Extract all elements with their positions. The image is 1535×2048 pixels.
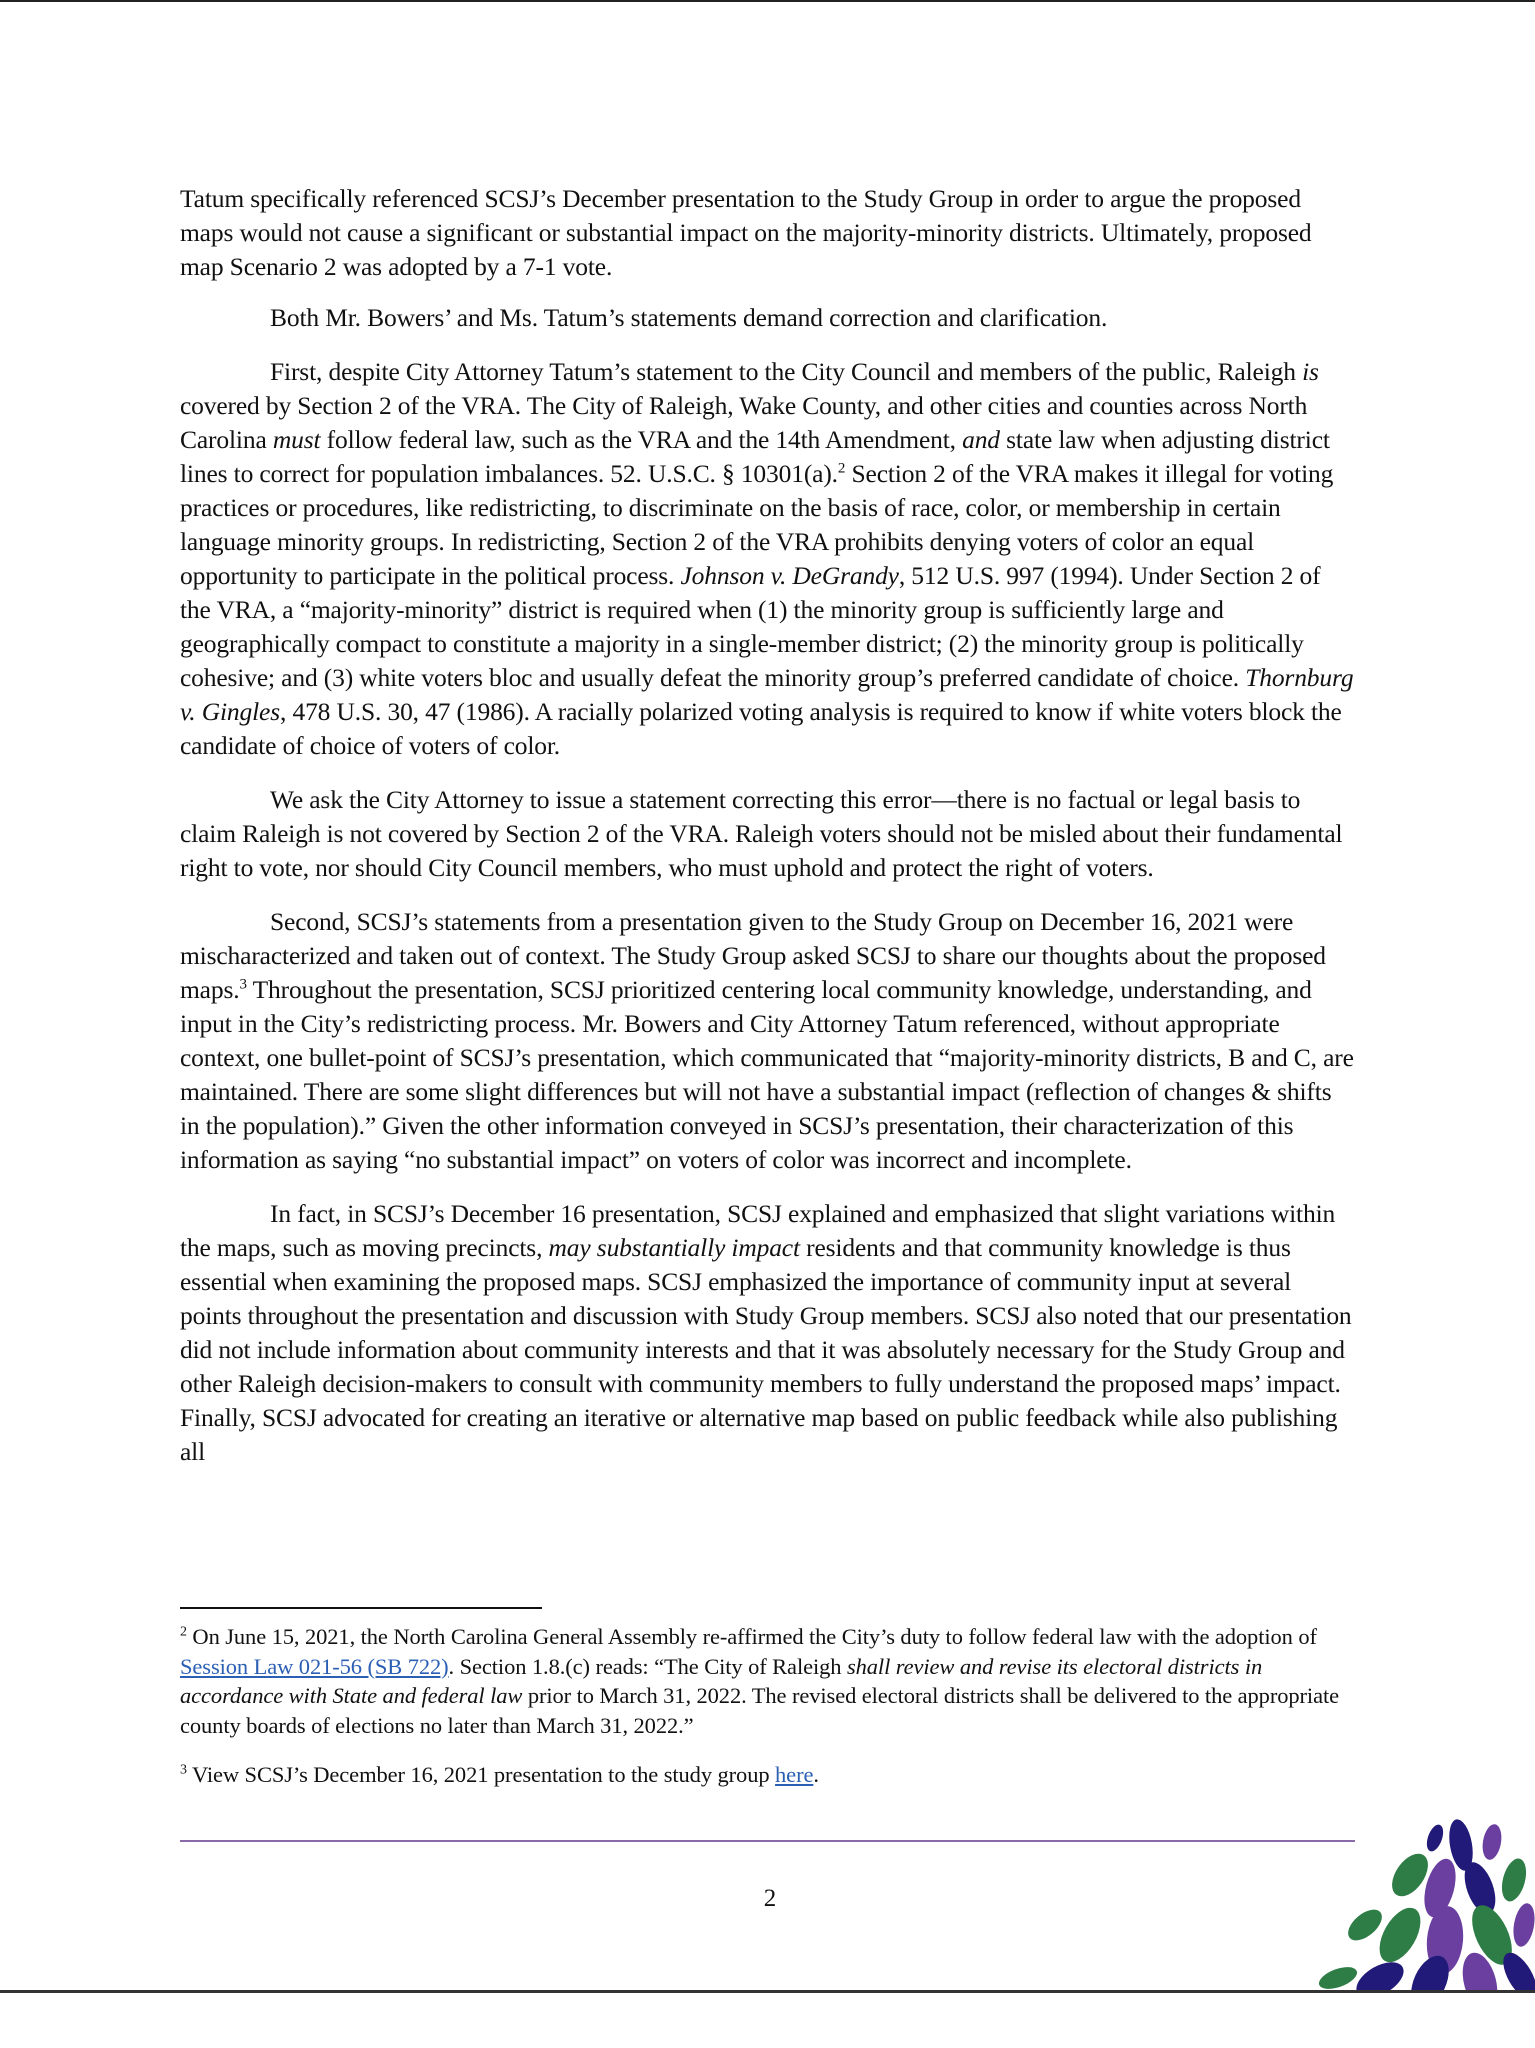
leaf-cluster-logo: [1280, 1800, 1535, 1990]
top-edge-line: [0, 0, 1535, 2]
paragraph-3: First, despite City Attorney Tatum’s statement to the City Council and members of the public, Raleigh is covered by Section 2 of the VRA. The City of Raleigh, Wake County, and other cities and counties across North Carolina must follow federal law, such as the VRA and the 14th Amendment, and state law when adjusting district lines to correct for population imbalances. 52. U.S.C. § 10301(a).$^2$ Section 2 of the VRA makes it illegal for voting practices or procedures, like redistricting, to discriminate on the basis of race, color, or membership in certain language minority groups. In redistricting, Section 2 of the VRA prohibits denying voters of color an equal opportunity to participate in the political process. Johnson v. DeGrandy, 512 U.S. 997 (1994). Under Section 2 of the VRA, a “majority-minority” district is required when (1) the minority group is sufficiently large and geographically compact to constitute a majority in a single-member district; (2) the minority group is politically cohesive; and (3) white voters bloc and usually defeat the minority group’s preferred candidate of choice. Thornburg v. Gingles, 478 U.S. 30, 47 (1986). A racially polarized voting analysis is required to know if white voters block the candidate of choice of voters of color.: [180, 357, 1354, 760]
paragraph-6: In fact, in SCSJ’s December 16 presentation, SCSJ explained and emphasized that slight variations within the maps, such as moving precincts, may substantially impact residents and that community knowledge is thus essential when examining the proposed maps. SCSJ emphasized the importance of community input at several points throughout the presentation and discussion with Study Group members. SCSJ also noted that our presentation did not include information about community interests and that it was absolutely necessary for the Study Group and other Raleigh decision-makers to consult with community members to fully understand the proposed maps’ impact. Finally, SCSJ advocated for creating an iterative or alternative map based on public feedback while also publishing all: [180, 1199, 1352, 1466]
paragraph-2: Both Mr. Bowers’ and Ms. Tatum’s statements demand correction and clarification.: [270, 303, 1108, 332]
page-number: 2: [763, 1885, 777, 1912]
bottom-edge-line: [0, 1990, 1535, 1993]
footnote-3: $^3$ View SCSJ’s December 16, 2021 presentation to the study group here.: [180, 1762, 819, 1787]
session-law-link[interactable]: Session Law 021-56 (SB 722): [180, 1653, 449, 1679]
presentation-link[interactable]: here: [775, 1762, 814, 1787]
letter-body: [180, 182, 1355, 1489]
footnote-separator: [180, 1607, 542, 1609]
paragraph-4: We ask the City Attorney to issue a statement correcting this error—there is no factual or legal basis to claim Raleigh is not covered by Section 2 of the VRA. Raleigh voters should not be misled about their fundamental right to vote, nor should City Council members, who must uphold and protect the right of voters.: [180, 785, 1343, 882]
footer-divider: [180, 1840, 1355, 1842]
case-citation: Thornburg v. Gingles: [180, 663, 1354, 726]
footnote-ref-3[interactable]: 3: [239, 976, 247, 993]
footnotes: [180, 1622, 1355, 1810]
footnote-2: $^2$ On June 15, 2021, the North Carolina General Assembly re-affirmed the City’s duty to follow federal law with the adoption of Session Law 021-56 (SB 722). Section 1.8.(c) reads: “The City of Raleigh shall review and revise its electoral districts in accordance with State and federal law prior to March 31, 2022. The revised electoral districts shall be delivered to the appropriate county boards of elections no later than March 31, 2022.”: [180, 1624, 1339, 1738]
footnote-ref-2[interactable]: 2: [837, 460, 846, 477]
paragraph-5: Second, SCSJ’s statements from a presentation given to the Study Group on December 16, 2021 were mischaracterized and taken out of context. The Study Group asked SCSJ to share our thoughts about the proposed maps.$^3$ Throughout the presentation, SCSJ prioritized centering local community knowledge, understanding, and input in the City’s redistricting process. Mr. Bowers and City Attorney Tatum referenced, without appropriate context, one bullet-point of SCSJ’s presentation, which communicated that “majority-minority districts, B and C, are maintained. There are some slight differences but will not have a substantial impact (reflection of changes & shifts in the population).” Given the other information conveyed in SCSJ’s presentation, their characterization of this information as saying “no substantial impact” on voters of color was incorrect and incomplete.: [180, 907, 1354, 1174]
case-citation: Johnson v. DeGrandy: [680, 561, 899, 590]
leaf-logo-graphic: [1316, 1817, 1535, 1990]
paragraph-1: Tatum specifically referenced SCSJ’s December presentation to the Study Group in order to argue the proposed maps would not cause a significant or substantial impact on the majority-minority districts. Ultimately, proposed map Scenario 2 was adopted by a 7-1 vote.: [180, 184, 1312, 281]
